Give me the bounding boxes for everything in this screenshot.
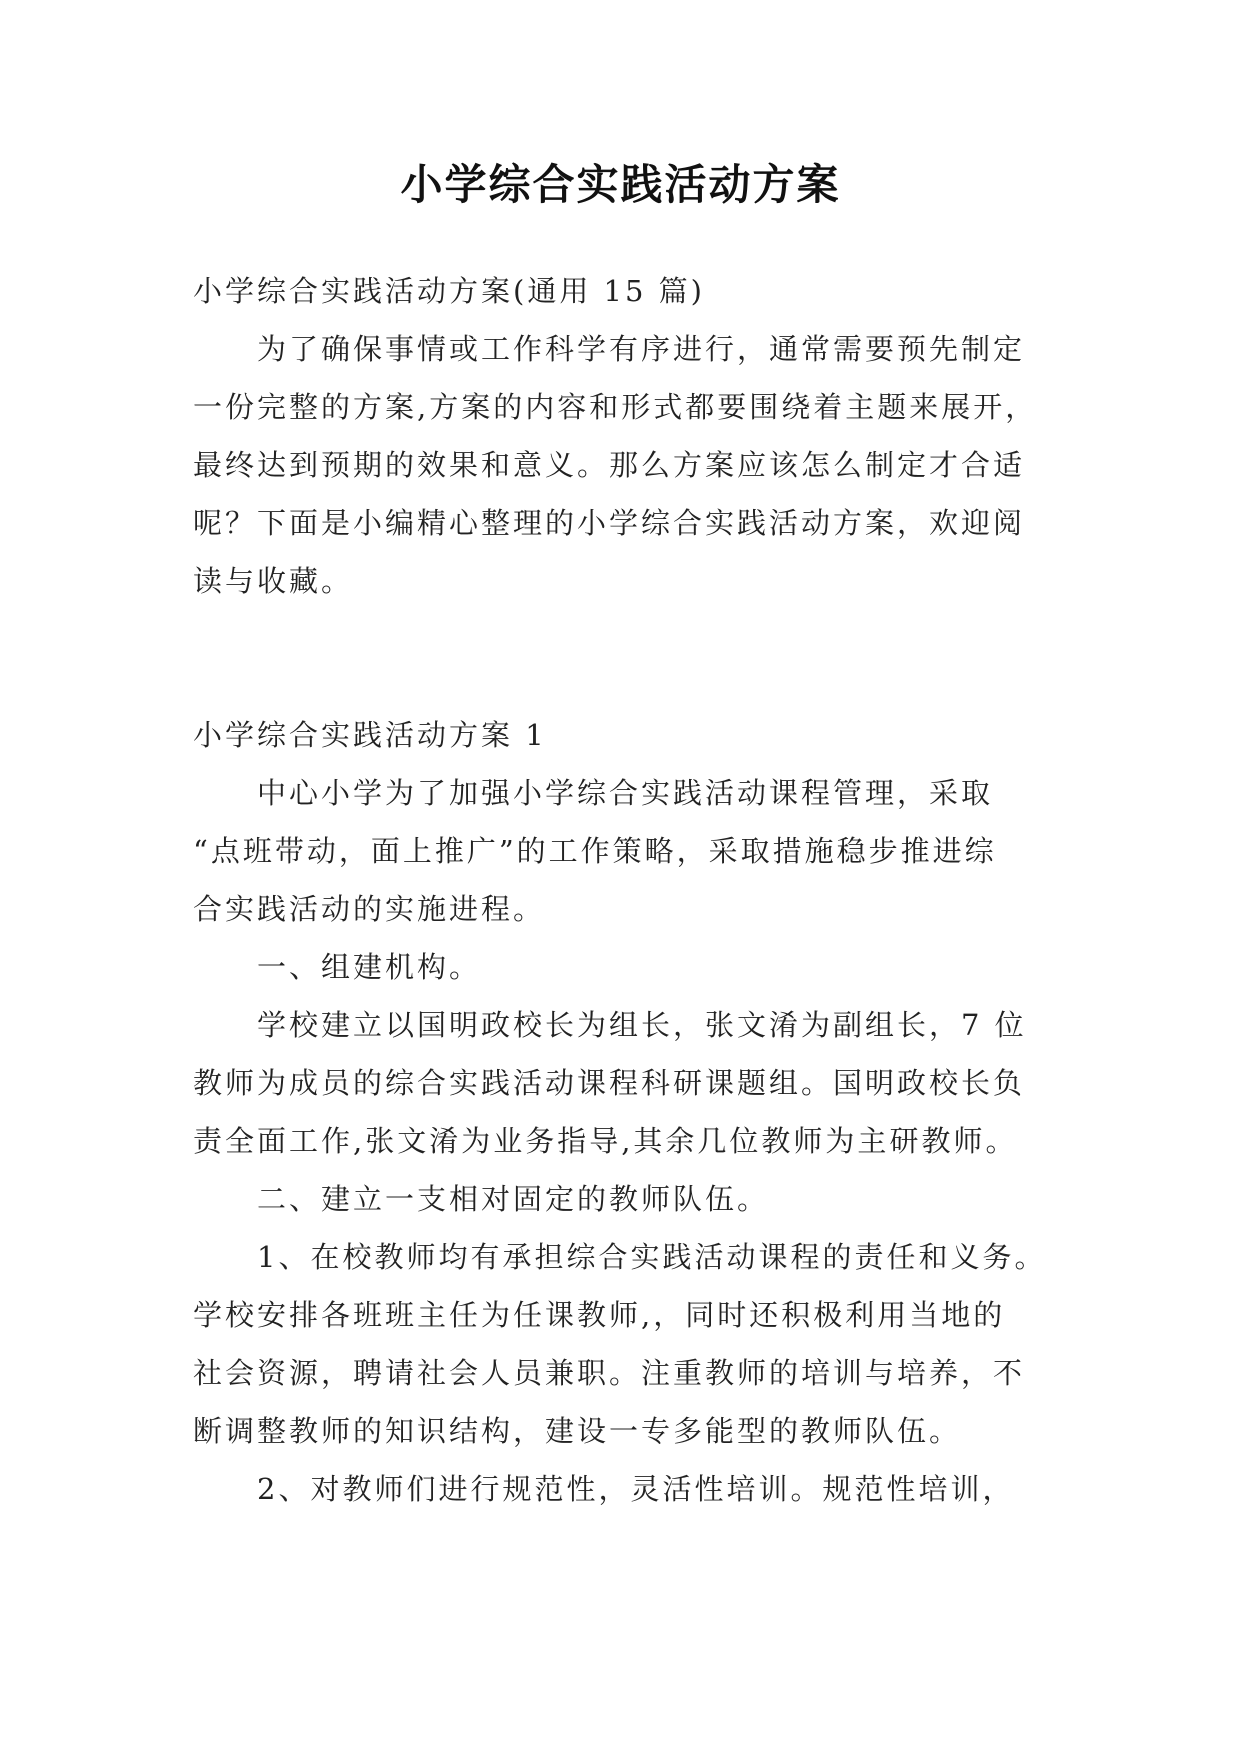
section-line: 社会资源，聘请社会人员兼职。注重教师的培训与培养，不: [193, 1356, 1026, 1390]
section-line: 合实践活动的实施进程。: [193, 892, 546, 926]
page-title: 小学综合实践活动方案: [400, 160, 841, 209]
section-line: “点班带动，面上推广”的工作策略，采取措施稳步推进综: [193, 834, 997, 868]
section-line: 中心小学为了加强小学综合实践活动课程管理，采取: [257, 776, 994, 810]
intro-line: 最终达到预期的效果和意义。那么方案应该怎么制定才合适: [193, 448, 1026, 482]
section-line: 断调整教师的知识结构，建设一专多能型的教师队伍。: [193, 1414, 962, 1448]
intro-line: 一份完整的方案,方案的内容和形式都要围绕着主题来展开，: [193, 390, 1038, 424]
section-line: 2、对教师们进行规范性，灵活性培训。规范性培训，: [257, 1472, 1015, 1506]
section-line: 学校安排各班班主任为任课教师,，同时还积极利用当地的: [193, 1298, 1006, 1332]
document-subtitle: 小学综合实践活动方案(通用 15 篇): [193, 274, 705, 308]
section-subheading: 二、建立一支相对固定的教师队伍。: [257, 1182, 770, 1216]
section-heading: 小学综合实践活动方案 1: [193, 718, 547, 752]
section-1-block: [193, 706, 1065, 1518]
section-line: 教师为成员的综合实践活动课程科研课题组。国明政校长负: [193, 1066, 1026, 1100]
intro-line: 读与收藏。: [193, 564, 354, 598]
section-line: 1、在校教师均有承担综合实践活动课程的责任和义务。: [257, 1240, 1047, 1274]
intro-line: 呢？下面是小编精心整理的小学综合实践活动方案，欢迎阅: [193, 506, 1026, 540]
section-line: 学校建立以国明政校长为组长，张文淆为副组长，7 位: [257, 1008, 1027, 1042]
section-subheading: 一、组建机构。: [257, 950, 482, 984]
intro-block: [193, 262, 1065, 610]
intro-line: 为了确保事情或工作科学有序进行，通常需要预先制定: [257, 332, 1026, 366]
section-line: 责全面工作,张文淆为业务指导,其余几位教师为主研教师。: [193, 1124, 1018, 1158]
